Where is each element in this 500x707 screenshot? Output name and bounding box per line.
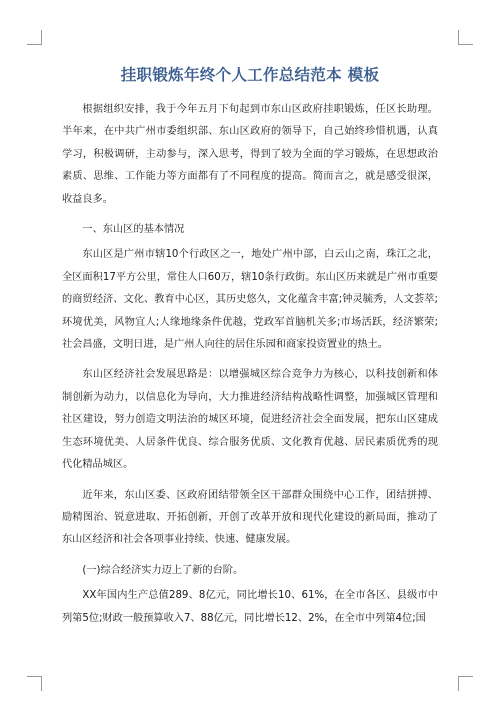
crop-mark-bottom-left (27, 676, 42, 691)
paragraph-recent-years: 近年来，东山区委、区政府团结带领全区干部群众围绕中心工作，团结拼搏、励精图治、锐意进取、开拓创新，开创了改革开放和现代化建设的新局面，推动了东山区经济和社会各项事业持续、快速、健康发展。 (62, 489, 438, 546)
crop-mark-top-right (458, 30, 473, 45)
subsection-heading: (一)综合经济实力迈上了新的台阶。 (82, 564, 244, 576)
paragraph-economy: XX年国内生产总值289、8亿元，同比增长10、61%，在全市各区、县级市中列第5位;财政一般预算收入7、88亿元，同比增长12、2%，在全市中列第4位;国 (62, 590, 438, 624)
document-title: 挂职锻炼年终个人工作总结范本 模板 (120, 66, 380, 84)
crop-mark-top-left (27, 30, 42, 45)
paragraph-development: 东山区经济社会发展思路是：以增强城区综合竞争力为核心，以科技创新和体制创新为动力，以信息化为导向，大力推进经济结构战略性调整，加强城区管理和社区建设，努力创造文明法治的城区环境，促进经济社会全面发展，把东山区建成生态环境优美、人居条件优良、综合服务优质、文化教育优越、居民素质优秀的现代化精品城区。 (62, 369, 438, 471)
crop-mark-bottom-right (458, 676, 473, 691)
paragraph-overview: 东山区是广州市辖10个行政区之一，地处广州中部，白云山之南，珠江之北，全区面积17平方公里，常住人口60万，辖10条行政街。东山区历来就是广州市重要的商贸经济、文化、教育中心区，其历史悠久，文化蕴含丰富;钟灵毓秀，人文荟萃;环境优美，风物宜人;人缘地缘条件优越，党政军首脑机关多;市场活跃，经济繁荣;社会昌盛，文明日进，是广州人向往的居住乐园和商家投资置业的热土。 (62, 249, 438, 351)
document-body (62, 99, 438, 638)
section-heading: 一、东山区的基本情况 (82, 224, 185, 236)
paragraph-intro: 根据组织安排，我于今年五月下旬起到市东山区政府挂职锻炼，任区长助理。半年来，在中共广州市委组织部、东山区政府的领导下，自己始终珍惜机遇，认真学习，积极调研，主动参与，深入思考，得到了较为全面的学习锻炼，在思想政治素质、思维、工作能力等方面都有了不同程度的提高。简而言之，就是感受很深，收益良多。 (62, 104, 438, 205)
